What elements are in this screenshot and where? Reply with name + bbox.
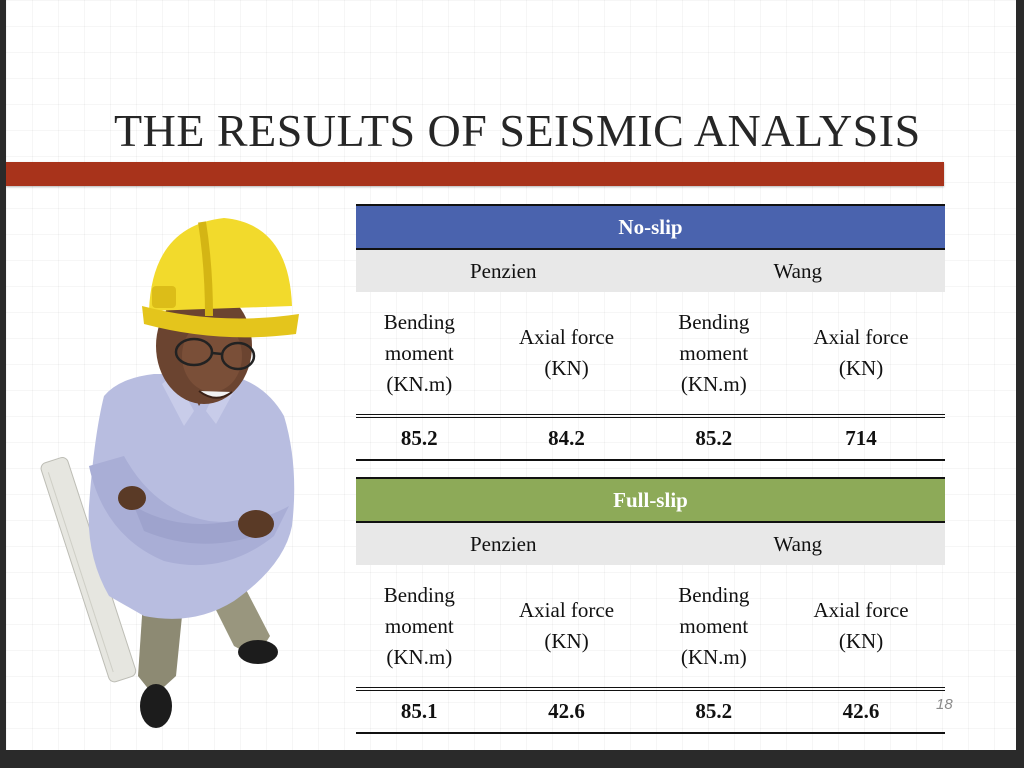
column-label: Axial force (KN)	[483, 292, 651, 416]
value-cell: 85.2	[356, 416, 483, 460]
value-cell: 42.6	[483, 689, 651, 733]
model-wang: Wang	[650, 249, 945, 292]
column-label: Axial force (KN)	[777, 565, 945, 689]
value-cell: 85.2	[650, 689, 777, 733]
value-cell: 85.2	[650, 416, 777, 460]
column-label: Axial force (KN)	[777, 292, 945, 416]
title-accent-bar	[6, 162, 944, 186]
column-label: Bending moment (KN.m)	[650, 565, 777, 689]
page-number: 18	[936, 696, 953, 713]
value-cell: 42.6	[777, 689, 945, 733]
engineer-with-hard-hat-icon	[34, 206, 334, 736]
column-label: Bending moment (KN.m)	[356, 565, 483, 689]
model-penzien: Penzien	[356, 249, 650, 292]
value-cell: 714	[777, 416, 945, 460]
value-cell: 84.2	[483, 416, 651, 460]
no-slip-table	[356, 204, 945, 461]
column-label: Bending moment (KN.m)	[356, 292, 483, 416]
model-penzien: Penzien	[356, 522, 650, 565]
slide-title: THE RESULTS OF SEISMIC ANALYSIS	[114, 105, 921, 156]
column-label: Bending moment (KN.m)	[650, 292, 777, 416]
model-wang: Wang	[650, 522, 945, 565]
column-label: Axial force (KN)	[483, 565, 651, 689]
full-slip-table	[356, 477, 945, 734]
value-cell: 85.1	[356, 689, 483, 733]
full-slip-header: Full-slip	[356, 478, 945, 522]
no-slip-header: No-slip	[356, 205, 945, 249]
slide	[6, 0, 1016, 750]
